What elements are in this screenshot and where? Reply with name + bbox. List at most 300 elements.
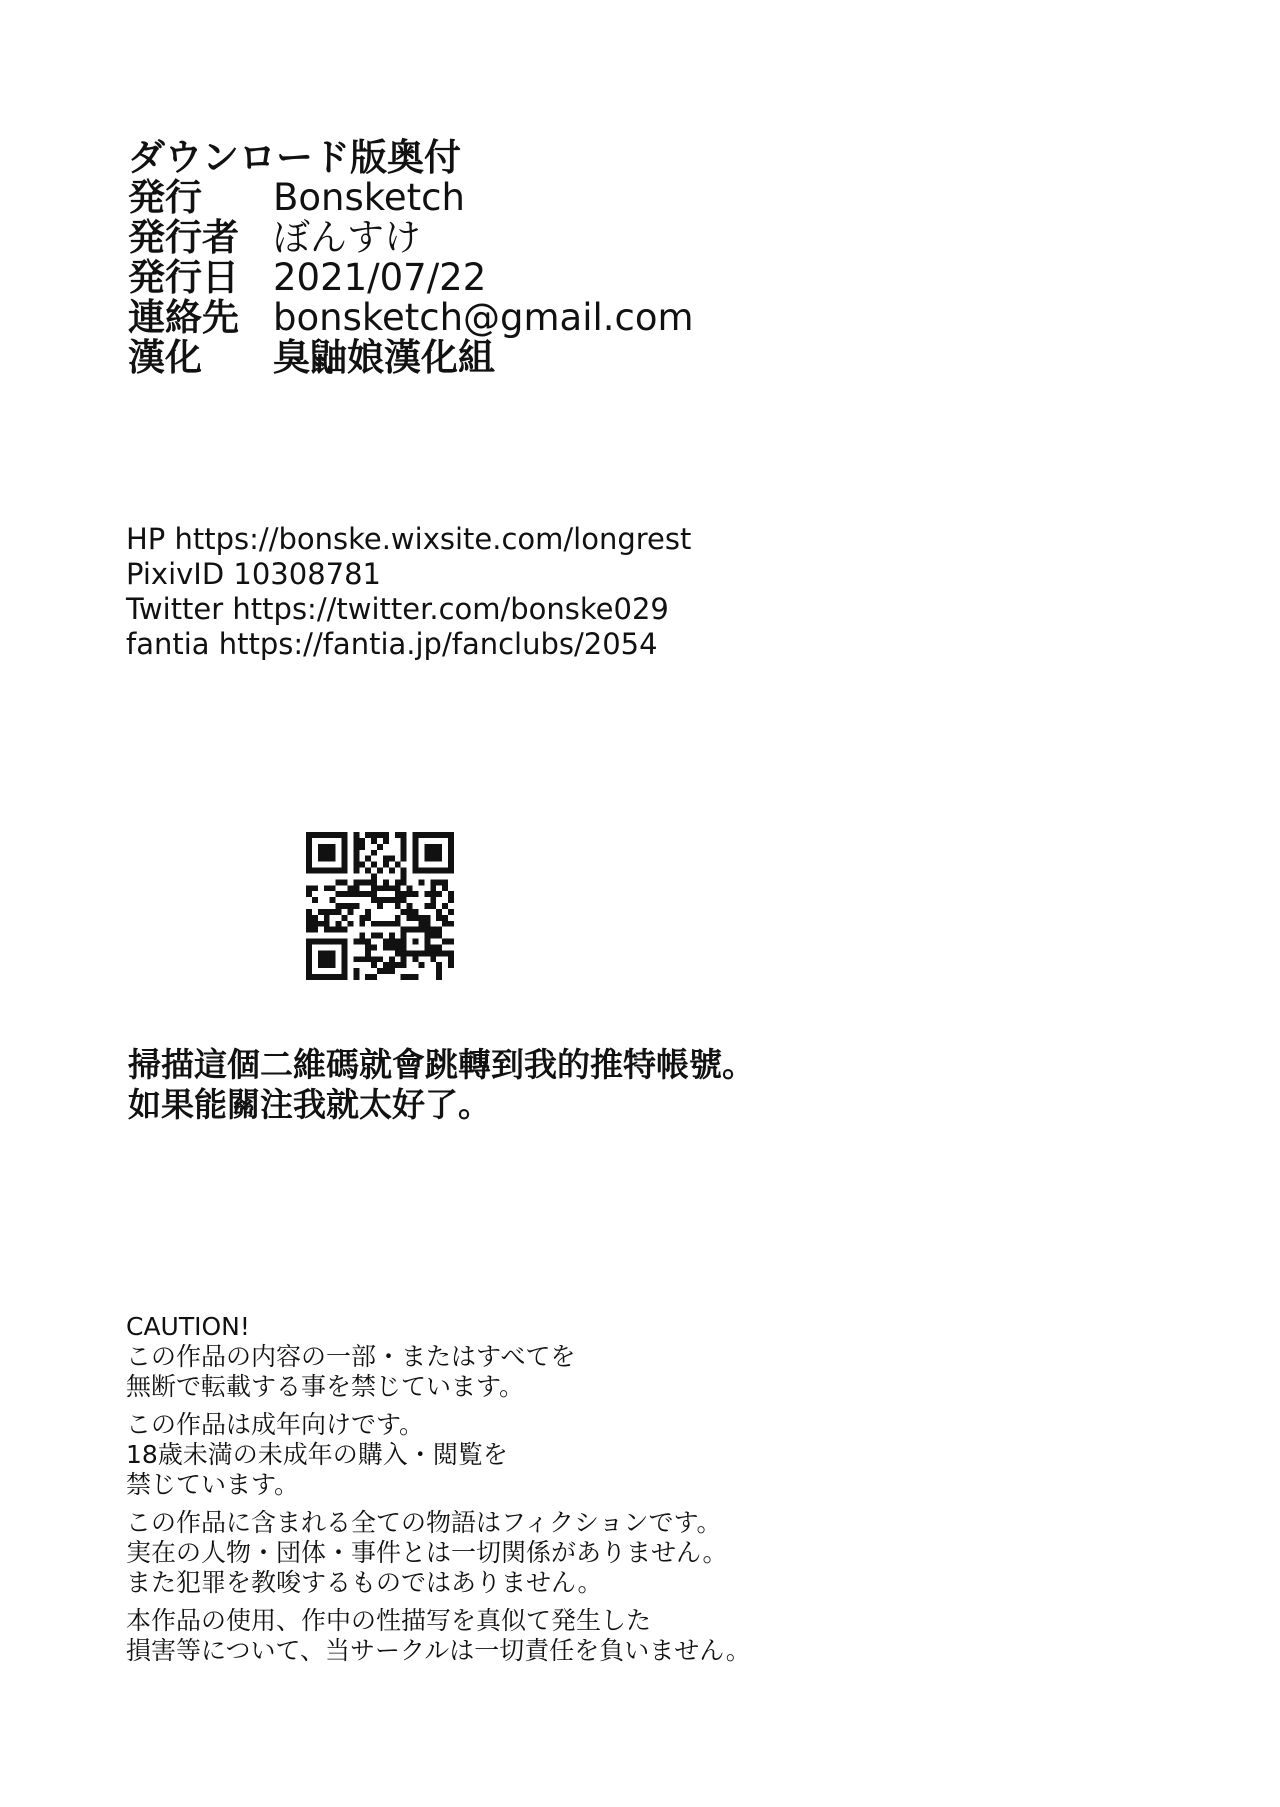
qr-module (401, 832, 407, 838)
qr-module (401, 850, 407, 856)
qr-module (377, 933, 383, 939)
qr-module (442, 903, 448, 909)
qr-module (407, 950, 413, 956)
qr-module (442, 915, 448, 921)
qr-module (330, 844, 336, 850)
qr-module (436, 879, 442, 885)
qr-module (371, 933, 377, 939)
qr-module (424, 950, 430, 956)
qr-module (353, 868, 359, 874)
qr-module (401, 974, 407, 980)
qr-module (312, 974, 318, 980)
caution-line: 18歳未満の未成年の購入・閲覧を (126, 1440, 508, 1469)
qr-module (395, 897, 401, 903)
qr-module (430, 868, 436, 874)
qr-module (436, 974, 442, 980)
qr-module (306, 950, 312, 956)
qr-module (365, 909, 371, 915)
qr-module (371, 850, 377, 856)
qr-module (306, 962, 312, 968)
qr-module (342, 956, 348, 962)
qr-module (324, 885, 330, 891)
qr-module (330, 962, 336, 968)
colophon-label: 発行日 (128, 256, 239, 299)
qr-module (383, 862, 389, 868)
qr-module (377, 968, 383, 974)
colophon-value: 臭鼬娘漢化組 (273, 336, 495, 379)
qr-module (318, 974, 324, 980)
qr-module (336, 909, 342, 915)
colophon-label: 連絡先 (128, 296, 239, 339)
qr-module (436, 850, 442, 856)
qr-module (401, 879, 407, 885)
qr-module (371, 944, 377, 950)
qr-module (347, 885, 353, 891)
qr-module (448, 862, 454, 868)
qr-module (330, 927, 336, 933)
qr-module (401, 950, 407, 956)
qr-module (324, 974, 330, 980)
qr-module (306, 909, 312, 915)
caution-line: この作品の内容の一部・またはすべてを (126, 1342, 576, 1371)
qr-module (401, 844, 407, 850)
qr-module (424, 921, 430, 927)
link-homepage: HP https://bonske.wixsite.com/longrest (126, 522, 692, 556)
qr-module (436, 909, 442, 915)
qr-module (395, 879, 401, 885)
colophon-value: ぼんすけ (273, 216, 421, 259)
qr-module (342, 962, 348, 968)
qr-module (324, 832, 330, 838)
qr-module (353, 879, 359, 885)
qr-module (418, 879, 424, 885)
qr-module (318, 832, 324, 838)
qr-module (306, 832, 312, 838)
qr-module (448, 950, 454, 956)
qr-module (413, 974, 419, 980)
qr-module (312, 939, 318, 945)
qr-module (389, 962, 395, 968)
qr-module (407, 927, 413, 933)
qr-module (353, 844, 359, 850)
qr-module (336, 974, 342, 980)
qr-module (342, 891, 348, 897)
qr-module (389, 968, 395, 974)
qr-module (442, 950, 448, 956)
qr-module (330, 974, 336, 980)
qr-module (342, 950, 348, 956)
qr-module (436, 868, 442, 874)
qr-module (424, 891, 430, 897)
qr-module (371, 974, 377, 980)
qr-module (371, 862, 377, 868)
qr-module (371, 891, 377, 897)
qr-module (336, 939, 342, 945)
qr-module (448, 856, 454, 862)
qr-module (413, 956, 419, 962)
qr-module (353, 891, 359, 897)
qr-module (347, 903, 353, 909)
qr-module (395, 950, 401, 956)
qr-module (448, 832, 454, 838)
qr-module (342, 832, 348, 838)
qr-module (330, 856, 336, 862)
qr-module (401, 897, 407, 903)
qr-module (318, 909, 324, 915)
qr-module (430, 879, 436, 885)
qr-module (330, 939, 336, 945)
qr-module (306, 915, 312, 921)
qr-module (377, 844, 383, 850)
qr-module (330, 885, 336, 891)
qr-module (324, 939, 330, 945)
qr-module (436, 950, 442, 956)
qr-module (336, 921, 342, 927)
qr-module (365, 879, 371, 885)
qr-module (324, 956, 330, 962)
qr-module (413, 832, 419, 838)
caution-line: 損害等について、当サークルは一切責任を負いません。 (126, 1636, 751, 1665)
qr-module (377, 885, 383, 891)
qr-module (436, 944, 442, 950)
qr-module (324, 856, 330, 862)
qr-module (383, 879, 389, 885)
qr-module (430, 903, 436, 909)
qr-module (306, 927, 312, 933)
qr-module (383, 921, 389, 927)
qr-module (424, 850, 430, 856)
qr-module (371, 885, 377, 891)
caution-line: 禁じています。 (126, 1470, 300, 1499)
qr-module (442, 885, 448, 891)
qr-module (318, 850, 324, 856)
qr-module (436, 927, 442, 933)
qr-module (424, 933, 430, 939)
qr-module (401, 868, 407, 874)
qr-module (359, 891, 365, 897)
qr-module (347, 921, 353, 927)
colophon-row-translation (128, 338, 694, 378)
qr-module (318, 962, 324, 968)
qr-module (442, 832, 448, 838)
qr-module (353, 885, 359, 891)
qr-module (330, 832, 336, 838)
qr-module (342, 927, 348, 933)
qr-module (448, 956, 454, 962)
qr-module (306, 868, 312, 874)
qr-module (389, 956, 395, 962)
qr-module (342, 868, 348, 874)
qr-module (324, 868, 330, 874)
qr-module (436, 844, 442, 850)
qr-module (359, 939, 365, 945)
qr-module (306, 856, 312, 862)
colophon-value: Bonsketch (273, 176, 465, 219)
qr-module (418, 921, 424, 927)
qr-module (430, 927, 436, 933)
qr-module (383, 962, 389, 968)
qr-module (342, 974, 348, 980)
qr-module (436, 915, 442, 921)
caution-block-fiction (126, 1508, 751, 1598)
qr-module (442, 868, 448, 874)
qr-module (436, 933, 442, 939)
qr-module (359, 921, 365, 927)
qr-module (342, 939, 348, 945)
qr-module (383, 897, 389, 903)
colophon-row-publisher (128, 178, 694, 218)
qr-module (430, 956, 436, 962)
qr-module (318, 844, 324, 850)
qr-module (395, 903, 401, 909)
qr-module (389, 933, 395, 939)
qr-module (436, 968, 442, 974)
qr-module (324, 927, 330, 933)
qr-module (430, 933, 436, 939)
qr-module (365, 939, 371, 945)
qr-module (395, 891, 401, 897)
caution-block-age (126, 1410, 751, 1500)
caution-line: 無断で転載する事を禁じています。 (126, 1372, 525, 1401)
qr-module (448, 844, 454, 850)
qr-module (353, 850, 359, 856)
qr-module (413, 844, 419, 850)
qr-module (401, 933, 407, 939)
qr-module (401, 909, 407, 915)
qr-module (383, 832, 389, 838)
qr-module (359, 933, 365, 939)
qr-module (436, 962, 442, 968)
qr-module (448, 850, 454, 856)
qr-module (424, 939, 430, 945)
qr-module (306, 862, 312, 868)
qr-module (324, 850, 330, 856)
qr-module (342, 879, 348, 885)
qr-module (371, 956, 377, 962)
qr-module (424, 868, 430, 874)
qr-module (330, 868, 336, 874)
qr-module (353, 956, 359, 962)
qr-module (371, 897, 377, 903)
qr-module (418, 915, 424, 921)
qr-module (318, 939, 324, 945)
qr-module (401, 891, 407, 897)
qr-module (342, 862, 348, 868)
qr-module (401, 927, 407, 933)
qr-module (407, 915, 413, 921)
caution-block-copyright (126, 1342, 751, 1402)
qr-module (353, 968, 359, 974)
qr-module (389, 944, 395, 950)
qr-module (395, 915, 401, 921)
qr-module (312, 868, 318, 874)
qr-module (418, 950, 424, 956)
qr-module (312, 832, 318, 838)
qr-module (430, 844, 436, 850)
qr-message (128, 1045, 755, 1125)
qr-module (442, 939, 448, 945)
qr-module (436, 832, 442, 838)
qr-module (342, 968, 348, 974)
qr-module (418, 868, 424, 874)
qr-module (442, 879, 448, 885)
qr-module (306, 939, 312, 945)
colophon-row-date (128, 258, 694, 298)
qr-module (418, 962, 424, 968)
qr-module (359, 915, 365, 921)
caution-heading: CAUTION! (126, 1312, 250, 1341)
qr-module (389, 868, 395, 874)
qr-module (424, 903, 430, 909)
qr-module (365, 956, 371, 962)
qr-module (306, 956, 312, 962)
qr-module (448, 921, 454, 927)
qr-module (389, 885, 395, 891)
qr-module (401, 944, 407, 950)
qr-module (365, 856, 371, 862)
qr-module (330, 950, 336, 956)
qr-module (342, 838, 348, 844)
qr-module (342, 856, 348, 862)
qr-module (395, 962, 401, 968)
qr-module (430, 891, 436, 897)
qr-module (347, 909, 353, 915)
qr-module (424, 832, 430, 838)
qr-module (424, 915, 430, 921)
qr-module (318, 950, 324, 956)
qr-module (353, 862, 359, 868)
qr-module (436, 891, 442, 897)
qr-module (395, 921, 401, 927)
qr-module (342, 903, 348, 909)
qr-module (377, 897, 383, 903)
qr-module (424, 856, 430, 862)
colophon-value: 2021/07/22 (273, 256, 487, 299)
qr-module (448, 962, 454, 968)
qr-module (401, 873, 407, 879)
qr-module (407, 974, 413, 980)
qr-module (306, 974, 312, 980)
qr-module (383, 939, 389, 945)
caution-notice (126, 1312, 751, 1674)
qr-module (383, 968, 389, 974)
qr-module (336, 879, 342, 885)
qr-module (430, 944, 436, 950)
qr-module (306, 885, 312, 891)
qr-module (395, 885, 401, 891)
qr-module (318, 856, 324, 862)
qr-module (324, 962, 330, 968)
qr-module (306, 944, 312, 950)
colophon (128, 138, 694, 378)
qr-module (448, 868, 454, 874)
qr-module (353, 838, 359, 844)
qr-module (448, 838, 454, 844)
qr-module (371, 921, 377, 927)
qr-module (413, 838, 419, 844)
qr-module (306, 850, 312, 856)
caution-line: 実在の人物・団体・事件とは一切関係がありません。 (126, 1538, 728, 1567)
qr-module (324, 909, 330, 915)
qr-module (413, 950, 419, 956)
qr-module (371, 879, 377, 885)
qr-module (359, 956, 365, 962)
qr-module (377, 903, 383, 909)
qr-module (353, 974, 359, 980)
qr-module (383, 885, 389, 891)
qr-module (401, 856, 407, 862)
qr-module (448, 891, 454, 897)
qr-module (436, 856, 442, 862)
qr-module (342, 944, 348, 950)
qr-module (413, 856, 419, 862)
qr-module (306, 891, 312, 897)
colophon-label: 発行 (128, 176, 202, 219)
qr-module (324, 915, 330, 921)
qr-module (324, 921, 330, 927)
qr-module (353, 939, 359, 945)
qr-module (365, 950, 371, 956)
qr-module (365, 868, 371, 874)
qr-module (336, 903, 342, 909)
qr-module (377, 832, 383, 838)
qr-module (342, 844, 348, 850)
qr-module (359, 862, 365, 868)
qr-module (424, 927, 430, 933)
qr-module (389, 939, 395, 945)
qr-module (377, 868, 383, 874)
qr-module (359, 879, 365, 885)
qr-module (336, 868, 342, 874)
links-list (126, 522, 691, 662)
qr-module (395, 862, 401, 868)
qr-module (365, 944, 371, 950)
qr-module (442, 921, 448, 927)
qr-module (383, 856, 389, 862)
qr-module (359, 844, 365, 850)
qr-module (418, 927, 424, 933)
qr-module (424, 944, 430, 950)
link-pixiv: PixivID 10308781 (126, 557, 381, 591)
colophon-row-contact (128, 298, 694, 338)
link-twitter: Twitter https://twitter.com/bonske029 (126, 592, 669, 626)
qr-module (413, 862, 419, 868)
qr-module (306, 838, 312, 844)
qr-module (395, 939, 401, 945)
qr-module (330, 956, 336, 962)
qr-module (407, 909, 413, 915)
qr-module (430, 856, 436, 862)
qr-module (389, 856, 395, 862)
caution-line: この作品に含まれる全ての物語はフィクションです。 (126, 1508, 722, 1537)
qr-module (365, 832, 371, 838)
qr-module (430, 850, 436, 856)
qr-module (407, 903, 413, 909)
caution-line: また犯罪を教唆するものではありません。 (126, 1568, 603, 1597)
colophon-row-author (128, 218, 694, 258)
qr-module (306, 968, 312, 974)
qr-module (413, 927, 419, 933)
qr-module (330, 897, 336, 903)
qr-module (389, 921, 395, 927)
qr-module (371, 873, 377, 879)
qr-module (395, 944, 401, 950)
qr-module (336, 891, 342, 897)
qr-module (312, 921, 318, 927)
qr-module (342, 850, 348, 856)
qr-module (324, 844, 330, 850)
qr-module (407, 885, 413, 891)
